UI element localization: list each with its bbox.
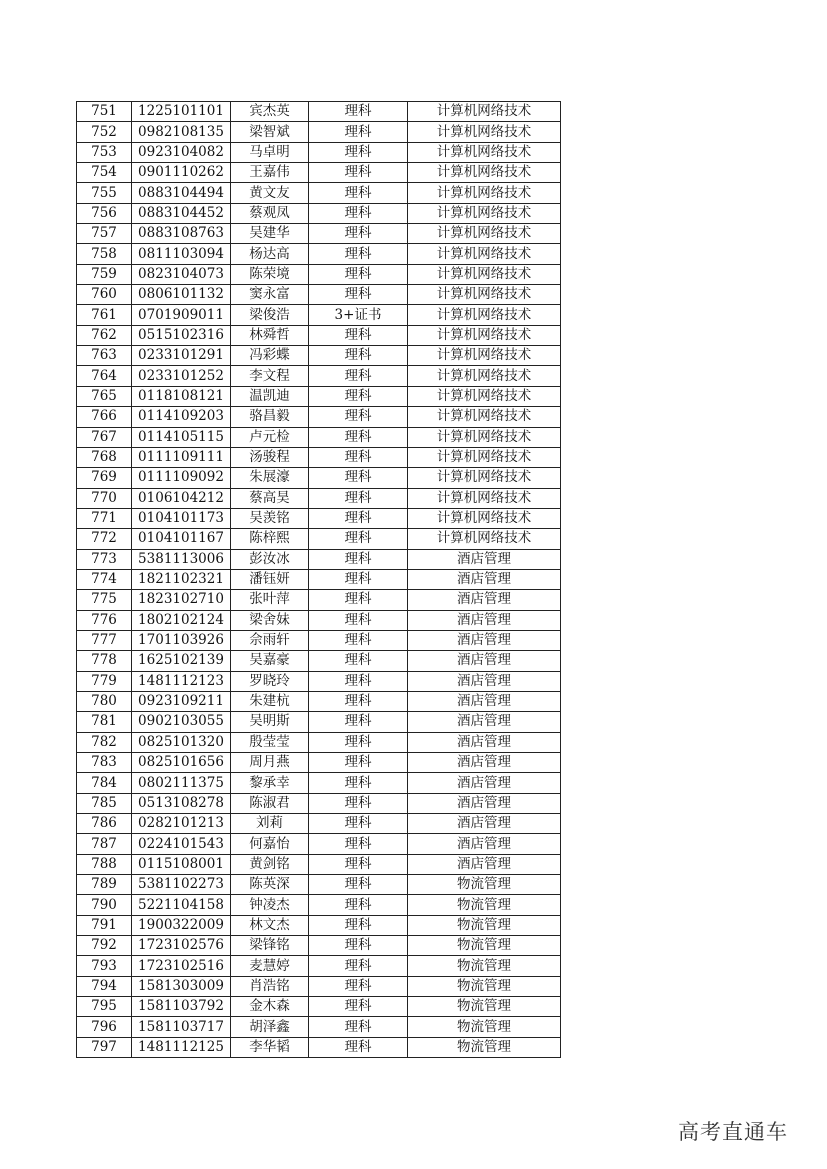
row-number-cell: 790	[77, 895, 132, 915]
subject-category-cell: 理科	[309, 244, 408, 264]
student-name-cell: 黎承幸	[231, 773, 309, 793]
student-name-cell: 骆昌毅	[231, 407, 309, 427]
row-number-cell: 793	[77, 956, 132, 976]
subject-category-cell: 理科	[309, 183, 408, 203]
table-row	[77, 915, 561, 935]
major-cell: 物流管理	[408, 976, 561, 996]
row-number-cell: 763	[77, 346, 132, 366]
subject-category-cell: 理科	[309, 569, 408, 589]
row-number-cell: 778	[77, 651, 132, 671]
major-cell: 酒店管理	[408, 691, 561, 711]
major-cell: 计算机网络技术	[408, 447, 561, 467]
student-name-cell: 蔡观凤	[231, 203, 309, 223]
table-row	[77, 630, 561, 650]
subject-category-cell: 理科	[309, 1017, 408, 1037]
exam-number-cell: 0233101252	[132, 366, 231, 386]
row-number-cell: 796	[77, 1017, 132, 1037]
student-name-cell: 马卓明	[231, 142, 309, 162]
subject-category-cell: 理科	[309, 1037, 408, 1057]
row-number-cell: 785	[77, 793, 132, 813]
subject-category-cell: 理科	[309, 875, 408, 895]
subject-category-cell: 理科	[309, 671, 408, 691]
exam-number-cell: 0883108763	[132, 224, 231, 244]
student-name-cell: 殷莹莹	[231, 732, 309, 752]
exam-number-cell: 1802102124	[132, 610, 231, 630]
major-cell: 计算机网络技术	[408, 203, 561, 223]
student-name-cell: 梁俊浩	[231, 305, 309, 325]
table-row	[77, 508, 561, 528]
subject-category-cell: 理科	[309, 285, 408, 305]
subject-category-cell: 理科	[309, 203, 408, 223]
table-row	[77, 102, 561, 122]
table-row	[77, 366, 561, 386]
major-cell: 计算机网络技术	[408, 427, 561, 447]
exam-number-cell: 1225101101	[132, 102, 231, 122]
table-row	[77, 122, 561, 142]
row-number-cell: 758	[77, 244, 132, 264]
row-number-cell: 791	[77, 915, 132, 935]
student-name-cell: 朱展濠	[231, 468, 309, 488]
row-number-cell: 794	[77, 976, 132, 996]
exam-number-cell: 0111109092	[132, 468, 231, 488]
exam-number-cell: 0823104073	[132, 264, 231, 284]
table-row	[77, 203, 561, 223]
row-number-cell: 777	[77, 630, 132, 650]
exam-number-cell: 1581303009	[132, 976, 231, 996]
table-row	[77, 305, 561, 325]
exam-number-cell: 0114109203	[132, 407, 231, 427]
subject-category-cell: 理科	[309, 915, 408, 935]
major-cell: 计算机网络技术	[408, 529, 561, 549]
table-row	[77, 712, 561, 732]
subject-category-cell: 理科	[309, 854, 408, 874]
student-name-cell: 蔡高昊	[231, 488, 309, 508]
table-row	[77, 163, 561, 183]
exam-number-cell: 1701103926	[132, 630, 231, 650]
table-row	[77, 651, 561, 671]
student-name-cell: 周月燕	[231, 753, 309, 773]
table-row	[77, 691, 561, 711]
student-name-cell: 黄剑铭	[231, 854, 309, 874]
exam-number-cell: 1581103717	[132, 1017, 231, 1037]
subject-category-cell: 理科	[309, 386, 408, 406]
major-cell: 酒店管理	[408, 630, 561, 650]
exam-number-cell: 0923109211	[132, 691, 231, 711]
student-name-cell: 何嘉怡	[231, 834, 309, 854]
major-cell: 物流管理	[408, 1017, 561, 1037]
row-number-cell: 786	[77, 814, 132, 834]
row-number-cell: 770	[77, 488, 132, 508]
row-number-cell: 765	[77, 386, 132, 406]
exam-number-cell: 5221104158	[132, 895, 231, 915]
subject-category-cell: 理科	[309, 590, 408, 610]
subject-category-cell: 理科	[309, 610, 408, 630]
subject-category-cell: 3+证书	[309, 305, 408, 325]
table-row	[77, 407, 561, 427]
subject-category-cell: 理科	[309, 936, 408, 956]
major-cell: 酒店管理	[408, 651, 561, 671]
subject-category-cell: 理科	[309, 691, 408, 711]
row-number-cell: 783	[77, 753, 132, 773]
student-name-cell: 潘钰妍	[231, 569, 309, 589]
exam-number-cell: 0825101656	[132, 753, 231, 773]
subject-category-cell: 理科	[309, 997, 408, 1017]
student-name-cell: 吴明斯	[231, 712, 309, 732]
row-number-cell: 752	[77, 122, 132, 142]
subject-category-cell: 理科	[309, 468, 408, 488]
subject-category-cell: 理科	[309, 834, 408, 854]
table-row	[77, 1037, 561, 1057]
student-name-cell: 佘雨轩	[231, 630, 309, 650]
student-name-cell: 林文杰	[231, 915, 309, 935]
major-cell: 酒店管理	[408, 732, 561, 752]
row-number-cell: 781	[77, 712, 132, 732]
table-row	[77, 834, 561, 854]
exam-number-cell: 0282101213	[132, 814, 231, 834]
major-cell: 计算机网络技术	[408, 386, 561, 406]
subject-category-cell: 理科	[309, 814, 408, 834]
row-number-cell: 773	[77, 549, 132, 569]
exam-number-cell: 0883104494	[132, 183, 231, 203]
exam-number-cell: 0515102316	[132, 325, 231, 345]
student-name-cell: 温凯迪	[231, 386, 309, 406]
major-cell: 酒店管理	[408, 610, 561, 630]
row-number-cell: 775	[77, 590, 132, 610]
major-cell: 计算机网络技术	[408, 183, 561, 203]
exam-number-cell: 0224101543	[132, 834, 231, 854]
major-cell: 物流管理	[408, 915, 561, 935]
student-name-cell: 梁锋铭	[231, 936, 309, 956]
major-cell: 酒店管理	[408, 569, 561, 589]
student-name-cell: 林舜哲	[231, 325, 309, 345]
row-number-cell: 766	[77, 407, 132, 427]
row-number-cell: 787	[77, 834, 132, 854]
major-cell: 计算机网络技术	[408, 325, 561, 345]
row-number-cell: 795	[77, 997, 132, 1017]
exam-number-cell: 1581103792	[132, 997, 231, 1017]
exam-number-cell: 5381113006	[132, 549, 231, 569]
major-cell: 计算机网络技术	[408, 508, 561, 528]
major-cell: 酒店管理	[408, 834, 561, 854]
student-name-cell: 陈梓熙	[231, 529, 309, 549]
subject-category-cell: 理科	[309, 122, 408, 142]
major-cell: 计算机网络技术	[408, 346, 561, 366]
row-number-cell: 784	[77, 773, 132, 793]
subject-category-cell: 理科	[309, 651, 408, 671]
admission-list-table	[76, 101, 561, 1058]
row-number-cell: 759	[77, 264, 132, 284]
exam-number-cell: 0104101167	[132, 529, 231, 549]
exam-number-cell: 0825101320	[132, 732, 231, 752]
student-name-cell: 金木森	[231, 997, 309, 1017]
table-row	[77, 285, 561, 305]
exam-number-cell: 0982108135	[132, 122, 231, 142]
student-name-cell: 窦永富	[231, 285, 309, 305]
table-row	[77, 875, 561, 895]
row-number-cell: 792	[77, 936, 132, 956]
major-cell: 酒店管理	[408, 671, 561, 691]
student-name-cell: 梁舍妹	[231, 610, 309, 630]
row-number-cell: 751	[77, 102, 132, 122]
major-cell: 物流管理	[408, 997, 561, 1017]
exam-number-cell: 0114105115	[132, 427, 231, 447]
subject-category-cell: 理科	[309, 325, 408, 345]
table-row	[77, 936, 561, 956]
major-cell: 物流管理	[408, 895, 561, 915]
subject-category-cell: 理科	[309, 447, 408, 467]
major-cell: 计算机网络技术	[408, 407, 561, 427]
student-name-cell: 张叶萍	[231, 590, 309, 610]
major-cell: 酒店管理	[408, 712, 561, 732]
exam-number-cell: 0115108001	[132, 854, 231, 874]
major-cell: 物流管理	[408, 936, 561, 956]
exam-number-cell: 5381102273	[132, 875, 231, 895]
student-name-cell: 吴嘉豪	[231, 651, 309, 671]
table-row	[77, 386, 561, 406]
subject-category-cell: 理科	[309, 488, 408, 508]
exam-number-cell: 0104101173	[132, 508, 231, 528]
subject-category-cell: 理科	[309, 773, 408, 793]
subject-category-cell: 理科	[309, 956, 408, 976]
subject-category-cell: 理科	[309, 630, 408, 650]
major-cell: 计算机网络技术	[408, 264, 561, 284]
table-row	[77, 1017, 561, 1037]
major-cell: 物流管理	[408, 1037, 561, 1057]
exam-number-cell: 0902103055	[132, 712, 231, 732]
subject-category-cell: 理科	[309, 163, 408, 183]
row-number-cell: 756	[77, 203, 132, 223]
row-number-cell: 767	[77, 427, 132, 447]
student-name-cell: 汤骏程	[231, 447, 309, 467]
table-row	[77, 325, 561, 345]
major-cell: 计算机网络技术	[408, 244, 561, 264]
exam-number-cell: 0701909011	[132, 305, 231, 325]
table-row	[77, 447, 561, 467]
major-cell: 计算机网络技术	[408, 468, 561, 488]
table-row	[77, 427, 561, 447]
table-row	[77, 244, 561, 264]
subject-category-cell: 理科	[309, 976, 408, 996]
table-row	[77, 610, 561, 630]
student-name-cell: 黄文友	[231, 183, 309, 203]
row-number-cell: 761	[77, 305, 132, 325]
table-row	[77, 895, 561, 915]
student-name-cell: 李华韬	[231, 1037, 309, 1057]
row-number-cell: 757	[77, 224, 132, 244]
student-name-cell: 冯彩蝶	[231, 346, 309, 366]
student-name-cell: 彭汝冰	[231, 549, 309, 569]
exam-number-cell: 1625102139	[132, 651, 231, 671]
student-name-cell: 朱建杭	[231, 691, 309, 711]
major-cell: 酒店管理	[408, 773, 561, 793]
major-cell: 物流管理	[408, 875, 561, 895]
row-number-cell: 764	[77, 366, 132, 386]
exam-number-cell: 0118108121	[132, 386, 231, 406]
row-number-cell: 782	[77, 732, 132, 752]
exam-number-cell: 0233101291	[132, 346, 231, 366]
subject-category-cell: 理科	[309, 549, 408, 569]
major-cell: 酒店管理	[408, 854, 561, 874]
student-name-cell: 陈淑君	[231, 793, 309, 813]
row-number-cell: 760	[77, 285, 132, 305]
table-row	[77, 488, 561, 508]
student-name-cell: 罗晓玲	[231, 671, 309, 691]
row-number-cell: 753	[77, 142, 132, 162]
watermark: 高考直通车	[678, 1120, 788, 1144]
exam-number-cell: 0806101132	[132, 285, 231, 305]
major-cell: 计算机网络技术	[408, 366, 561, 386]
row-number-cell: 780	[77, 691, 132, 711]
exam-number-cell: 0513108278	[132, 793, 231, 813]
row-number-cell: 788	[77, 854, 132, 874]
student-name-cell: 钟凌杰	[231, 895, 309, 915]
table-row	[77, 814, 561, 834]
major-cell: 计算机网络技术	[408, 142, 561, 162]
row-number-cell: 762	[77, 325, 132, 345]
major-cell: 计算机网络技术	[408, 488, 561, 508]
major-cell: 计算机网络技术	[408, 122, 561, 142]
student-name-cell: 卢元检	[231, 427, 309, 447]
student-name-cell: 胡泽鑫	[231, 1017, 309, 1037]
table-row	[77, 142, 561, 162]
table-row	[77, 732, 561, 752]
major-cell: 计算机网络技术	[408, 163, 561, 183]
table-row	[77, 590, 561, 610]
exam-number-cell: 0923104082	[132, 142, 231, 162]
table-row	[77, 793, 561, 813]
table-row	[77, 468, 561, 488]
row-number-cell: 755	[77, 183, 132, 203]
exam-number-cell: 1900322009	[132, 915, 231, 935]
row-number-cell: 797	[77, 1037, 132, 1057]
exam-number-cell: 1823102710	[132, 590, 231, 610]
major-cell: 酒店管理	[408, 549, 561, 569]
row-number-cell: 768	[77, 447, 132, 467]
table-row	[77, 224, 561, 244]
row-number-cell: 789	[77, 875, 132, 895]
table-row	[77, 854, 561, 874]
student-name-cell: 李文程	[231, 366, 309, 386]
student-name-cell: 刘莉	[231, 814, 309, 834]
subject-category-cell: 理科	[309, 508, 408, 528]
subject-category-cell: 理科	[309, 793, 408, 813]
table-row	[77, 773, 561, 793]
exam-number-cell: 1723102516	[132, 956, 231, 976]
row-number-cell: 771	[77, 508, 132, 528]
exam-number-cell: 0802111375	[132, 773, 231, 793]
student-name-cell: 麦慧婷	[231, 956, 309, 976]
subject-category-cell: 理科	[309, 895, 408, 915]
subject-category-cell: 理科	[309, 753, 408, 773]
major-cell: 酒店管理	[408, 814, 561, 834]
exam-number-cell: 0106104212	[132, 488, 231, 508]
major-cell: 酒店管理	[408, 753, 561, 773]
student-name-cell: 杨达高	[231, 244, 309, 264]
subject-category-cell: 理科	[309, 142, 408, 162]
row-number-cell: 754	[77, 163, 132, 183]
subject-category-cell: 理科	[309, 732, 408, 752]
student-name-cell: 肖浩铭	[231, 976, 309, 996]
subject-category-cell: 理科	[309, 264, 408, 284]
exam-number-cell: 1481112123	[132, 671, 231, 691]
exam-number-cell: 1821102321	[132, 569, 231, 589]
table-row	[77, 569, 561, 589]
row-number-cell: 774	[77, 569, 132, 589]
exam-number-cell: 0811103094	[132, 244, 231, 264]
table-row	[77, 183, 561, 203]
exam-number-cell: 0883104452	[132, 203, 231, 223]
subject-category-cell: 理科	[309, 529, 408, 549]
subject-category-cell: 理科	[309, 102, 408, 122]
subject-category-cell: 理科	[309, 427, 408, 447]
row-number-cell: 772	[77, 529, 132, 549]
major-cell: 计算机网络技术	[408, 102, 561, 122]
student-name-cell: 陈荣境	[231, 264, 309, 284]
subject-category-cell: 理科	[309, 407, 408, 427]
major-cell: 计算机网络技术	[408, 224, 561, 244]
row-number-cell: 776	[77, 610, 132, 630]
major-cell: 计算机网络技术	[408, 285, 561, 305]
major-cell: 计算机网络技术	[408, 305, 561, 325]
table-row	[77, 997, 561, 1017]
subject-category-cell: 理科	[309, 712, 408, 732]
student-name-cell: 吴建华	[231, 224, 309, 244]
row-number-cell: 779	[77, 671, 132, 691]
major-cell: 物流管理	[408, 956, 561, 976]
table-row	[77, 753, 561, 773]
exam-number-cell: 1723102576	[132, 936, 231, 956]
subject-category-cell: 理科	[309, 366, 408, 386]
student-name-cell: 宾杰英	[231, 102, 309, 122]
subject-category-cell: 理科	[309, 224, 408, 244]
table-row	[77, 549, 561, 569]
table-row	[77, 671, 561, 691]
student-name-cell: 吴羡铭	[231, 508, 309, 528]
row-number-cell: 769	[77, 468, 132, 488]
student-name-cell: 梁智斌	[231, 122, 309, 142]
student-name-cell: 陈英深	[231, 875, 309, 895]
exam-number-cell: 0901110262	[132, 163, 231, 183]
major-cell: 酒店管理	[408, 793, 561, 813]
table-row	[77, 264, 561, 284]
exam-number-cell: 0111109111	[132, 447, 231, 467]
major-cell: 酒店管理	[408, 590, 561, 610]
table-row	[77, 529, 561, 549]
table-row	[77, 976, 561, 996]
exam-number-cell: 1481112125	[132, 1037, 231, 1057]
table-row	[77, 346, 561, 366]
table-row	[77, 956, 561, 976]
subject-category-cell: 理科	[309, 346, 408, 366]
student-name-cell: 王嘉伟	[231, 163, 309, 183]
